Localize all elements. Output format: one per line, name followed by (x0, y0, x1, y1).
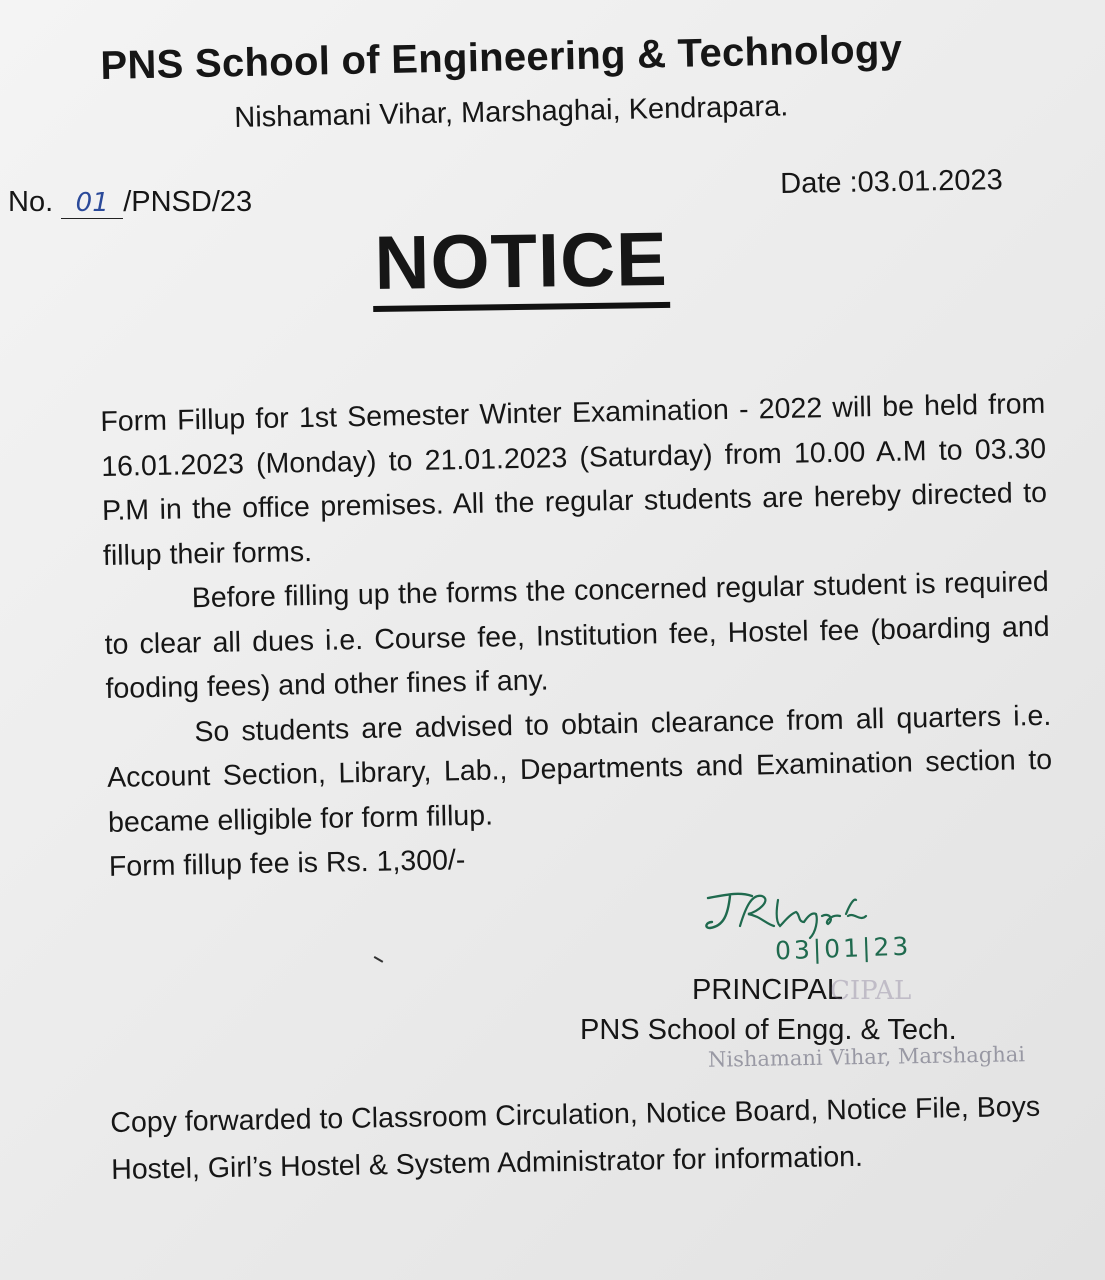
pen-mark (371, 956, 384, 968)
paragraph-3: So students are advised to obtain clearance from all quarters i.e. Account Section, Library, Lab., Departments and Examination section to became elligible for form fillup. (106, 699, 1053, 839)
notice-title: NOTICE (372, 218, 670, 312)
notice-body (100, 382, 1054, 890)
school-address: Nishamani Vihar, Marshaghai, Kendrapara. (234, 90, 789, 134)
reference-suffix: /PNSD/23 (123, 186, 253, 218)
fee-line: Form fillup fee is Rs. 1,300/- (108, 844, 466, 883)
copy-forwarded: Copy forwarded to Classroom Circulation, Notice Board, Notice File, Boys Hostel, Girl’s Hostel & System Administrator for information. (110, 1090, 1041, 1186)
principal-designation: PRINCIPAL (692, 974, 843, 1006)
reference-number (8, 186, 252, 219)
paragraph-1: Form Fillup for 1st Semester Winter Examination - 2022 will be held from 16.01.2023 (Monday) to 21.01.2023 (Saturday) from 10.00 A.M to 03.30 P.M in the office premises. All the regular students are hereby directed to fillup their forms. (100, 387, 1048, 572)
school-name: PNS School of Engineering & Technology (100, 27, 903, 88)
stamp-designation: CIPAL (830, 976, 912, 1006)
signature-date: 03|01|23 (774, 931, 912, 966)
reference-handwritten-number: 01 (61, 188, 123, 219)
notice-date: Date :03.01.2023 (780, 164, 1004, 200)
reference-prefix: No. (8, 186, 54, 218)
paragraph-2: Before filling up the forms the concerned regular student is required to clear all dues i.e. Course fee, Institution fee, Hostel fee (boarding and fooding fees) and other fines if any. (104, 565, 1050, 705)
stamp-location: Nishamani Vihar, Marshaghai (707, 1042, 1026, 1072)
principal-institution: PNS School of Engg. & Tech. (580, 1014, 957, 1046)
